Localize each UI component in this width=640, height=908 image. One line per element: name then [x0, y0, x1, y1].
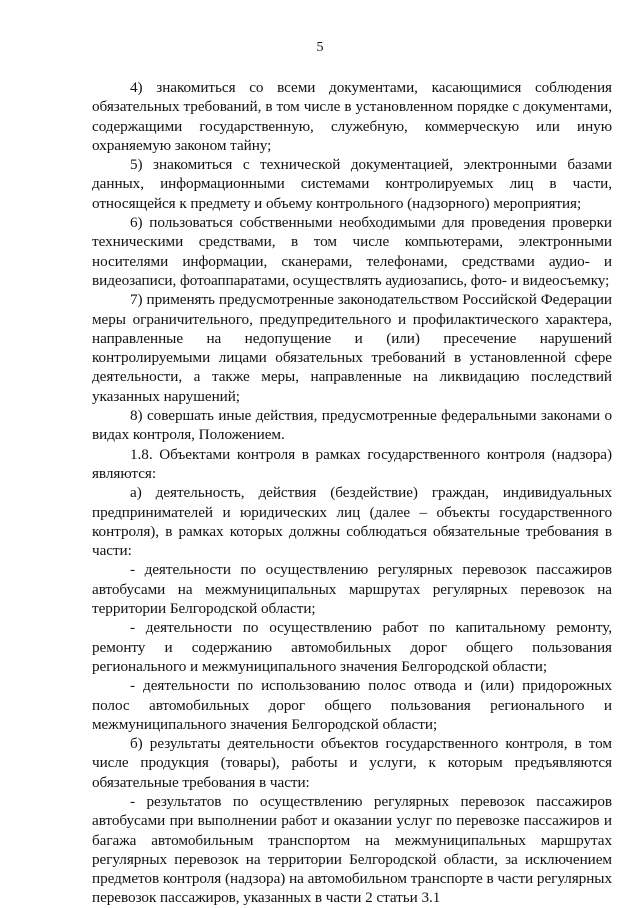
page-number: 5 [316, 40, 324, 55]
paragraph-bullet-roadside-strips: - деятельности по использованию полос отвода и (или) придорожных полос автомобильных дорог общего пользования регионального и межмуниципального значения Белгородской области; [92, 677, 612, 733]
paragraph-item-8: 8) совершать иные действия, предусмотренные федеральными законами о видах контроля, Положением. [92, 407, 612, 444]
paragraph-section-1-8: 1.8. Объектами контроля в рамках государственного контроля (надзора) являются: [92, 445, 612, 482]
paragraph-subitem-a: а) деятельность, действия (бездействие) граждан, индивидуальных предпринимателей и юридических лиц (далее – объекты государственного контроля), в рамках которых должны соблюдаться обязательные требования в части: [92, 484, 612, 560]
paragraph-bullet-road-repair: - деятельности по осуществлению работ по капитальному ремонту, ремонту и содержанию автомобильных дорог общего пользования регионального и межмуниципального значения Белгородской области; [92, 619, 612, 675]
document-body [92, 78, 612, 908]
paragraph-item-6: 6) пользоваться собственными необходимыми для проведения проверки техническими средствами, в том числе компьютерами, электронными носителями информации, сканерами, телефонами, средствами аудио- и видеозаписи, фотоаппаратами, осуществлять аудиозапись, фото- и видеосъемку; [92, 214, 612, 289]
paragraph-bullet-passenger-transport: - деятельности по осуществлению регулярных перевозок пассажиров автобусами на межмуниципальных маршрутах регулярных перевозок на территории Белгородской области; [92, 561, 612, 618]
paragraph-item-7: 7) применять предусмотренные законодательством Российской Федерации меры ограничительного, предупредительного и профилактического характера, направленные на недопущение и (или) пресечение нарушений контролируемыми лицами обязательных требований в установленной сфере деятельности, а также меры, направленные на ликвидацию последствий указанных нарушений; [92, 291, 612, 405]
paragraph-item-4: 4) знакомиться со всеми документами, касающимися соблюдения обязательных требований, в том числе в установленном порядке с документами, содержащими государственную, служебную, коммерческую или иную охраняемую законом тайну; [92, 79, 612, 154]
paragraph-bullet-transport-results: - результатов по осуществлению регулярных перевозок пассажиров автобусами при выполнении работ и оказании услуг по перевозке пассажиров и багажа автомобильным транспортом на межмуниципальных маршрутах регулярных перевозок на территории Белгородской области, за исключением предметов контроля (надзора) на автомобильном транспорте в части регулярных перевозок пассажиров, указанных в части 2 статьи 3.1 [92, 792, 612, 907]
paragraph-subitem-b: б) результаты деятельности объектов государственного контроля, в том числе продукция (товары), работы и услуги, к которым предъявляются обязательные требования в части: [92, 735, 612, 791]
paragraph-item-5: 5) знакомиться с технической документацией, электронными базами данных, информационными системами контролируемых лиц в части, относящейся к предмету и объему контрольного (надзорного) мероприятия; [92, 156, 612, 212]
